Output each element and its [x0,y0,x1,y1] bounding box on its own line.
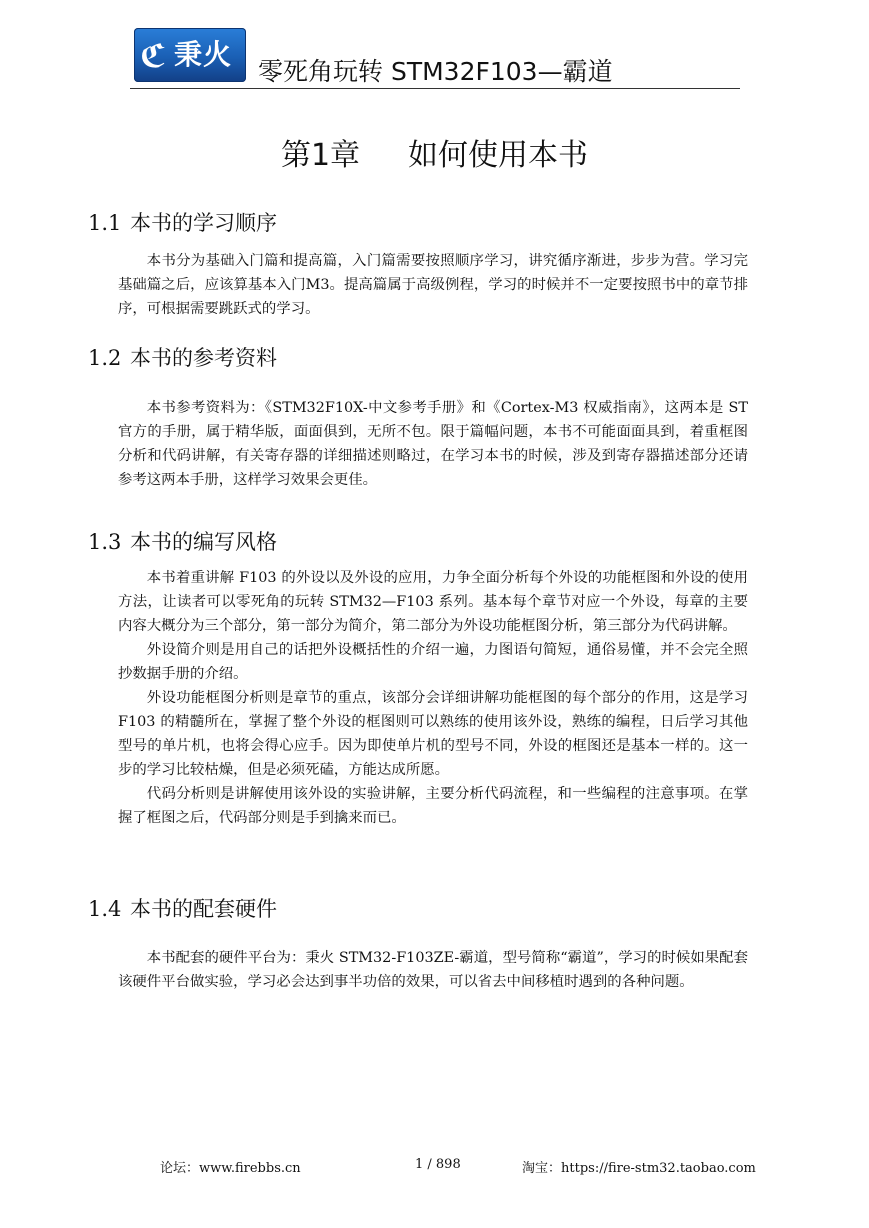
brand-logo [134,28,246,82]
page-header [130,28,740,89]
section-body-1-2 [118,396,748,492]
logo-text: 秉火 [174,38,233,71]
section-body-1-1 [118,249,748,321]
section-number: 1.3 [88,530,122,554]
paragraph: 外设功能框图分析则是章节的重点，该部分会详细讲解功能框图的每个部分的作用，这是学习 F103 的精髓所在，掌握了整个外设的框图则可以熟练的使用该外设，熟练的编程，日后学习其他型号的单片机，也将会得心应手。因为即使单片机的型号不同，外设的框图还是基本一样的。这一步的学习比较枯燥，但是必须死磕，方能达成所愿。 [118,690,748,778]
paragraph: 本书分为基础入门篇和提高篇，入门篇需要按照顺序学习，讲究循序渐进，步步为营。学习完基础篇之后，应该算基本入门M3。提高篇属于高级例程，学习的时候并不一定要按照书中的章节排序，可根据需要跳跃式的学习。 [118,253,748,317]
footer-forum-link[interactable]: 论坛：www.firebbs.cn [160,1161,301,1176]
section-heading-1-1 [88,207,277,237]
chapter-title: 如何使用本书 [408,138,589,173]
chapter-heading [0,130,869,174]
page-number: 1 / 898 [415,1157,461,1172]
section-title: 本书的编写风格 [130,530,277,554]
section-title: 本书的配套硬件 [130,897,277,921]
paragraph: 本书着重讲解 F103 的外设以及外设的应用，力争全面分析每个外设的功能框图和外设的使用方法，让读者可以零死角的玩转 STM32—F103 系列。基本每个章节对应一个外设，每章的主要内容大概分为三个部分，第一部分为简介，第二部分为外设功能框图分析，第三部分为代码讲解。 [118,570,748,634]
book-title: 零死角玩转 STM32F103—霸道 [258,57,613,86]
section-number: 1.4 [88,897,122,921]
section-title: 本书的学习顺序 [130,211,277,235]
paragraph: 外设简介则是用自己的话把外设概括性的介绍一遍，力图语句简短，通俗易懂，并不会完全照抄数据手册的介绍。 [118,642,748,682]
section-body-1-3 [118,566,748,830]
paragraph: 本书参考资料为：《STM32F10X-中文参考手册》和《Cortex-M3 权威指南》，这两本是 ST官方的手册，属于精华版，面面俱到，无所不包。限于篇幅问题，本书不可能面面具到，着重框图分析和代码讲解，有关寄存器的详细描述则略过，在学习本书的时候，涉及到寄存器描述部分还请参考这两本手册，这样学习效果会更佳。 [118,400,748,488]
paragraph: 代码分析则是讲解使用该外设的实验讲解，主要分析代码流程，和一些编程的注意事项。在掌握了框图之后，代码部分则是手到擒来而已。 [118,786,748,826]
paragraph: 本书配套的硬件平台为：秉火 STM32-F103ZE-霸道，型号简称“霸道”，学习的时候如果配套该硬件平台做实验，学习必会达到事半功倍的效果，可以省去中间移植时遇到的各种问题。 [118,950,748,990]
section-heading-1-3 [88,526,277,556]
footer-shop-link[interactable]: 淘宝：https://fire-stm32.taobao.com [522,1161,756,1176]
section-body-1-4 [118,946,748,994]
chapter-number: 第1章 [280,138,361,173]
section-number: 1.2 [88,346,122,370]
section-number: 1.1 [88,211,122,235]
section-heading-1-4 [88,893,277,923]
flame-icon: ℭ [140,37,167,75]
section-heading-1-2 [88,342,277,372]
section-title: 本书的参考资料 [130,346,277,370]
